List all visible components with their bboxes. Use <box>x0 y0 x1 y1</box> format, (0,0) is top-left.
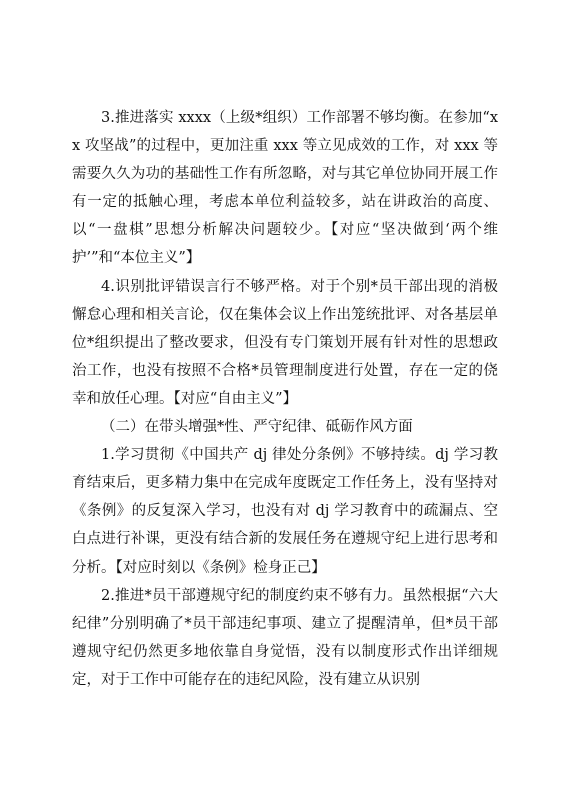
section-heading-2: （二）在带头增强*性、严守纪律、砥砺作风方面 <box>101 419 413 436</box>
paragraph-item-3: 3.推进落实 xxxx（上级*组织）工作部署不够均衡。在参加“xx 攻坚战”的过程中，更加注重 xxx 等立见成效的工作，对 xxx 等需要久久为功的基础性工作有所忽略，对与其它单位协同开展工作有一定的抵触心理，考虑本单位利益较多，站在讲政治的高度、以“一盘棋”思想分析解决问题较少。【对应“坚决做到‘两个维护’”和“本位主义”】 <box>72 110 498 267</box>
paragraph-item-1: 1.学习贯彻《中国共产 dj 律处分条例》不够持续。dj 学习教育结束后，更多精力集中在完成年度既定工作任务上，没有坚持对《条例》的反复深入学习，也没有对 dj 学习教育中的疏漏点、空白点进行补课，更没有结合新的发展任务在遵规守纪上进行思考和分析。【对应时刻以《条例》检身正己】 <box>72 447 498 576</box>
paragraph-item-4: 4.识别批评错误言行不够严格。对于个别*员干部出现的消极懈怠心理和相关言论，仅在集体会议上作出笼统批评、对各基层单位*组织提出了整改要求，但没有专门策划开展有针对性的思想政治工作，也没有按照不合格*员管理制度进行处置，存在一定的侥幸和放任心理。【对应“自由主义”】 <box>72 278 498 407</box>
document-body <box>72 104 498 694</box>
paragraph-item-2: 2.推进*员干部遵规守纪的制度约束不够有力。虽然根据“六大纪律”分别明确了*员干部违纪事项、建立了提醒清单，但*员干部遵规守纪仍然更多地依靠自身觉悟，没有以制度形式作出详细规定，对于工作中可能存在的违纪风险，没有建立从识别 <box>72 587 498 688</box>
